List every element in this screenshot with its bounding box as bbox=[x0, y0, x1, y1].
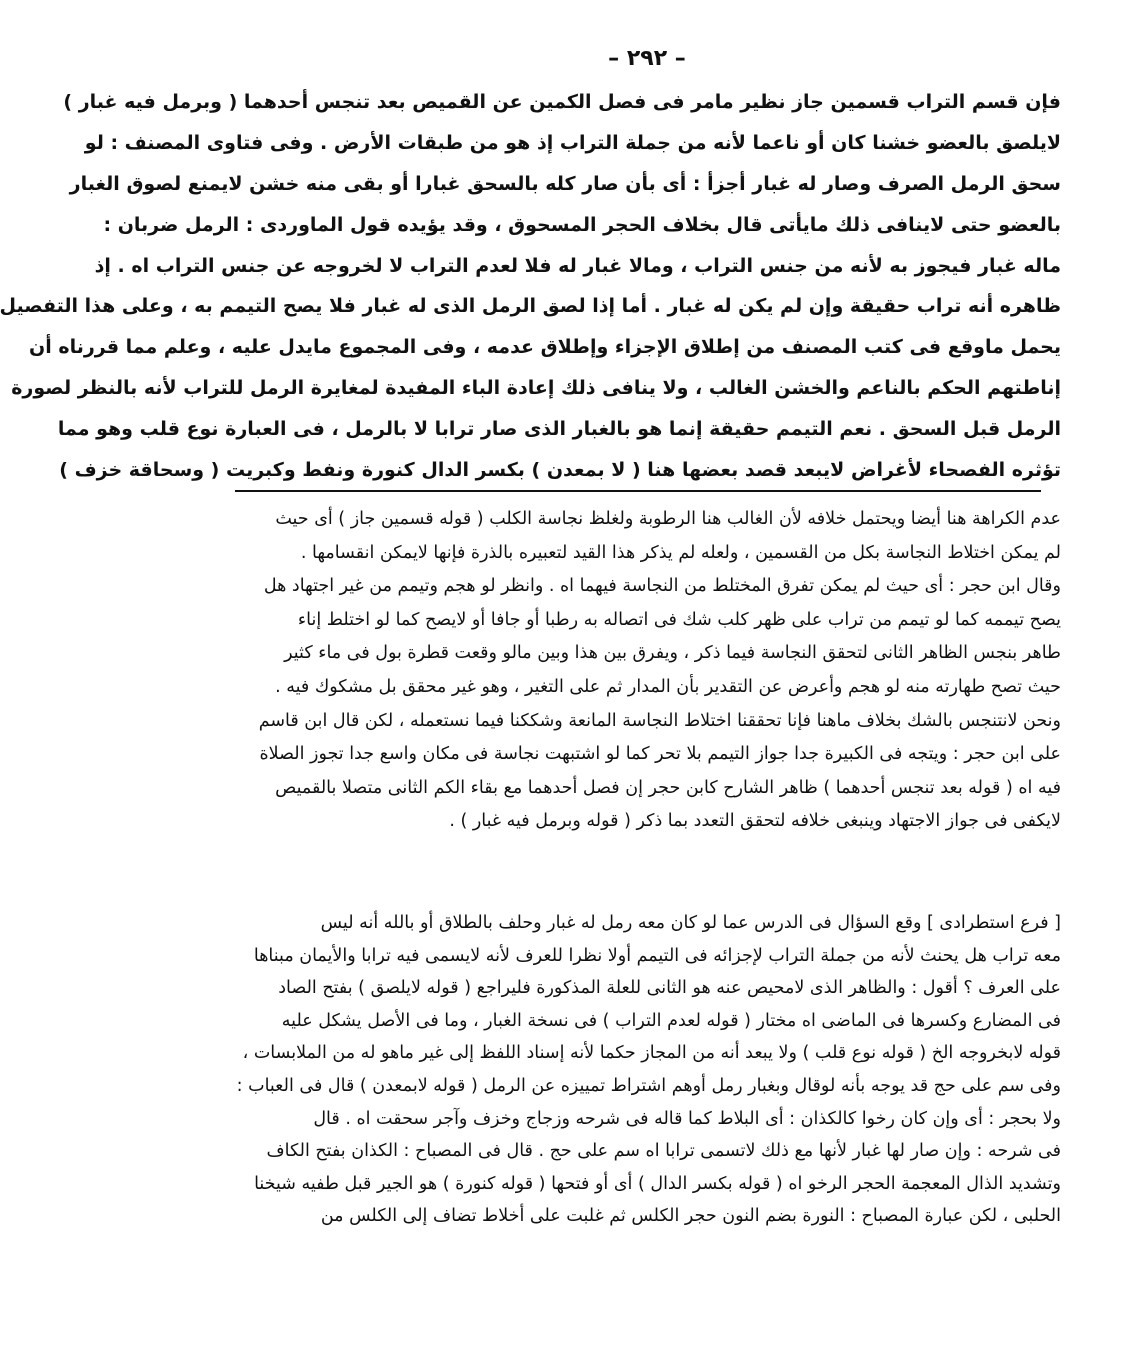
main-text-block bbox=[0, 82, 1061, 491]
commentary-line: لم يمكن اختلاط النجاسة بكل من القسمين ، ولعله لم يذكر هذا القيد لتعبيره بالذرة فإنها لايمكن انقسامها . bbox=[300, 542, 1061, 563]
commentary-block bbox=[235, 503, 1061, 839]
commentary-line: على العرف ؟ أقول : والظاهر الذى لامحيص عنه هو الثانى للعلة المذكورة فليراجع ( قوله لايلصق ) بفتح الصاد bbox=[278, 978, 1061, 999]
main-text-line: سحق الرمل الصرف وصار له غبار أجزأ : أى بأن صار كله بالسحق غبارا أو بقى منه خشن لايمنع لصوق الغبار bbox=[69, 172, 1061, 195]
main-text-line: الرمل قبل السحق . نعم التيمم حقيقة إنما هو بالغبار الذى صار ترابا لا بالرمل ، فى العبارة نوع قلب وهو مما bbox=[57, 418, 1061, 441]
page-number: – ٢٩٢ – bbox=[608, 46, 686, 71]
commentary-line: [ فرع استطرادى ] وقع السؤال فى الدرس عما لو كان معه رمل له غبار وحلف بالطلاق أو بالله أنه ليس bbox=[320, 913, 1061, 933]
commentary-line: ونحن لانتنجس بالشك بخلاف ماهنا فإنا تحققنا اختلاط النجاسة المانعة وشككنا فيما نستعمله ، لكن قال ابن قاسم bbox=[258, 710, 1061, 731]
main-text-line: ظاهره أنه تراب حقيقة وإن لم يكن له غبار . أما إذا لصق الرمل الذى له غبار فلا يصح التيمم به ، وعلى هذا التفصيل bbox=[0, 295, 1061, 318]
main-text-line: لايلصق بالعضو خشنا كان أو ناعما لأنه من جملة التراب إذ هو من طبقات الأرض . وفى فتاوى المصنف : لو bbox=[84, 131, 1061, 154]
commentary-line: وتشديد الذال المعجمة الحجر الرخو اه ( قوله بكسر الدال ) أى أو فتحها ( قوله كنورة ) هو الجير قبل طفيه شيخنا bbox=[254, 1173, 1061, 1194]
commentary-line: وقال ابن حجر : أى حيث لم يمكن تفرق المختلط من النجاسة فيهما اه . وانظر لو هجم وتيمم من غير اجتهاد هل bbox=[263, 576, 1061, 597]
commentary-line: لايكفى فى جواز الاجتهاد وينبغى خلافه لتحقق التعدد بما ذكر ( قوله وبرمل فيه غبار ) . bbox=[449, 811, 1061, 832]
commentary-line: فى المضارع وكسرها فى الماضى اه مختار ( قوله لعدم التراب ) فى نسخة الغبار ، وما فى الأصل يشكل عليه bbox=[281, 1010, 1061, 1031]
main-text-line: بالعضو حتى لاينافى ذلك مايأتى قال بخلاف الحجر المسحوق ، وقد يؤيده قول الماوردى : الرمل ضربان : bbox=[103, 213, 1061, 236]
main-text-line: تؤثره الفصحاء لأغراض لايبعد قصد بعضها هنا ( لا بمعدن ) بكسر الدال كنورة ونفط وكبريت ( وسحاقة خزف ) bbox=[59, 459, 1061, 482]
separator-rule bbox=[235, 490, 1041, 492]
commentary-line: يصح تيممه كما لو تيمم من تراب على ظهر كلب شك فى اتصاله به رطبا أو جافا أو لايصح كما لو اختلط إناء bbox=[297, 609, 1061, 630]
commentary-line: عدم الكراهة هنا أيضا ويحتمل خلافه لأن الغالب هنا الرطوبة ولغلظ نجاسة الكلب ( قوله قسمين جاز ) أى حيث bbox=[275, 509, 1061, 529]
commentary-line: ولا بحجر : أى وإن كان رخوا كالكذان : أى البلاط كما قاله فى شرحه وزجاج وخزف وآجر سحقت اه . قال bbox=[313, 1108, 1061, 1129]
commentary-line: الحلبى ، لكن عبارة المصباح : النورة بضم النون حجر الكلس ثم غلبت على أخلاط تضاف إلى الكلس من bbox=[320, 1206, 1061, 1227]
commentary-line: وفى سم على حج قد يوجه بأنه لوقال وبغبار رمل أوهم اشتراط تمييزه عن الرمل ( قوله لابمعدن ) قال فى العباب : bbox=[236, 1075, 1061, 1096]
commentary-line: قوله لابخروجه الخ ( قوله نوع قلب ) ولا يبعد أنه من المجاز حكما لأنه إسناد اللفظ إلى غير ماهو له من الملابسات ، bbox=[242, 1043, 1061, 1064]
commentary-line: معه تراب هل يحنث لأنه من جملة التراب لإجزائه فى التيمم أولا نظرا للعرف لأنه لايسمى فيه ترابا والأيمان مبناها bbox=[253, 945, 1061, 966]
commentary-block-continued bbox=[235, 907, 1061, 1233]
main-text-line: ماله غبار فيجوز به لأنه من جنس التراب ، ومالا غبار له فلا لعدم التراب لا لخروجه عن جنس التراب اه . إذ bbox=[94, 254, 1061, 277]
main-text-line: إناطتهم الحكم بالناعم والخشن الغالب ، ولا ينافى ذلك إعادة الباء المفيدة لمغايرة الرمل للتراب لأنه بالنظر لصورة bbox=[11, 377, 1061, 400]
main-text-line: فإن قسم التراب قسمين جاز نظير مامر فى فصل الكمين عن القميص بعد تنجس أحدهما ( وبرمل فيه غبار ) bbox=[63, 91, 1061, 113]
commentary-line: فى شرحه : وإن صار لها غبار لأنها مع ذلك لاتسمى ترابا اه سم على حج . قال فى المصباح : الكذان بفتح الكاف bbox=[266, 1141, 1061, 1162]
commentary-line: على ابن حجر : ويتجه فى الكبيرة جدا جواز التيمم بلا تحر كما لو اشتبهت نجاسة فى مكان واسع جدا تجوز الصلاة bbox=[259, 744, 1061, 765]
main-text-line: يحمل ماوقع فى كتب المصنف من إطلاق الإجزاء وإطلاق عدمه ، وفى المجموع مايدل عليه ، وعلم مما قررناه أن bbox=[29, 336, 1061, 359]
commentary-line: حيث تصح طهارته منه لو هجم وأعرض عن التقدير بأن المدار ثم على التغير ، وهو غير محقق بل مشكوك فيه . bbox=[275, 676, 1061, 697]
commentary-line: طاهر بنجس الظاهر الثانى لتحقق النجاسة فيما ذكر ، ويفرق بين هذا وبين مالو وقعت قطرة بول فى ماء كثير bbox=[284, 643, 1061, 664]
commentary-line: فيه اه ( قوله بعد تنجس أحدهما ) ظاهر الشارح كابن حجر إن فصل أحدهما مع بقاء الكم الثانى متصلا بالقميص bbox=[275, 777, 1061, 798]
